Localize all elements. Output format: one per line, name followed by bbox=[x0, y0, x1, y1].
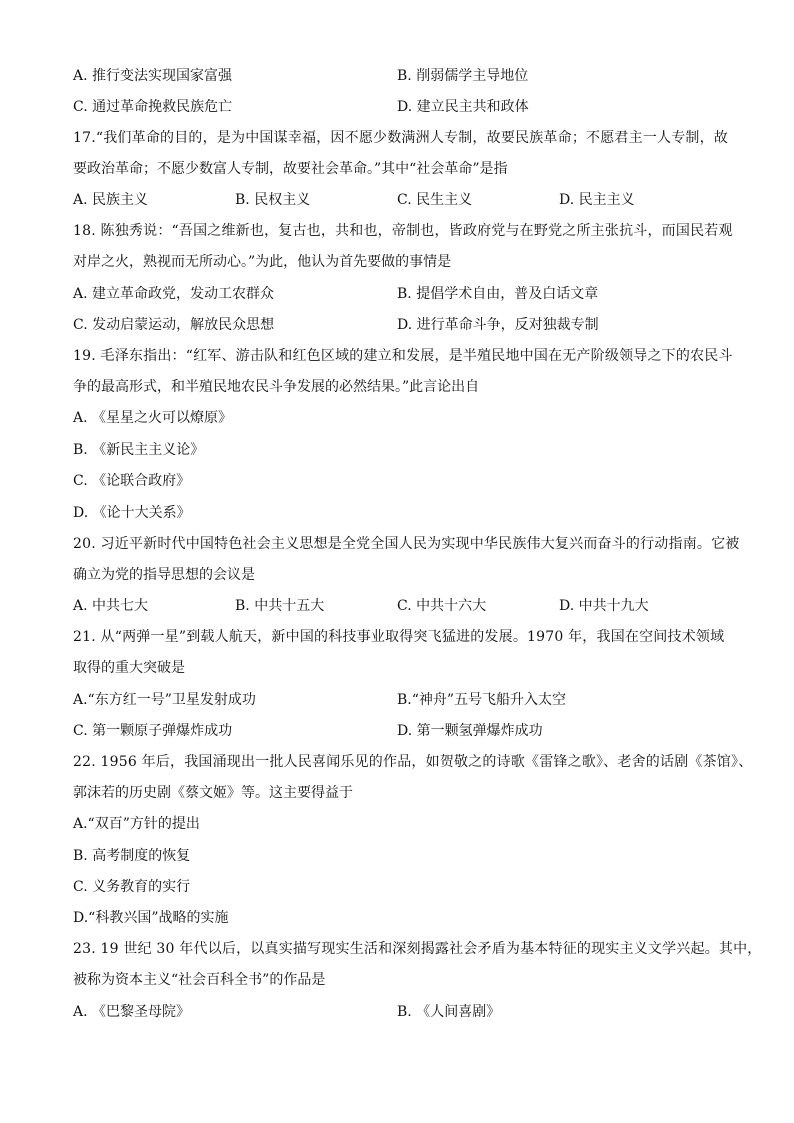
q21-option-d: D. 第一颗氢弹爆炸成功 bbox=[397, 723, 543, 739]
q20-stem-line2: 确立为党的指导思想的会议是 bbox=[73, 567, 255, 583]
q19-option-c: C. 《论联合政府》 bbox=[73, 473, 191, 489]
q18-stem-line2: 对岸之火，熟视而无所动心。”为此，他认为首先要做的事情是 bbox=[73, 254, 452, 270]
q18-option-d: D. 进行革命斗争，反对独裁专制 bbox=[397, 317, 599, 333]
q20-option-d: D. 中共十九大 bbox=[559, 598, 649, 614]
q21-option-a: A.“东方红一号”卫星发射成功 bbox=[73, 692, 256, 708]
q23-option-a: A. 《巴黎圣母院》 bbox=[73, 1004, 191, 1020]
q16-option-c: C. 通过革命挽救民族危亡 bbox=[73, 99, 233, 115]
q21-option-b: B.“神舟”五号飞船升入太空 bbox=[397, 692, 567, 708]
q22-option-c: C. 义务教育的实行 bbox=[73, 879, 191, 895]
q22-stem-line2: 郭沫若的历史剧《蔡文姬》等。这主要得益于 bbox=[73, 785, 353, 801]
q19-stem-line1: 19. 毛泽东指出：“红军、游击队和红色区域的建立和发展，是半殖民地中国在无产阶级领导之下的农民斗 bbox=[73, 348, 733, 364]
q16-option-b: B. 削弱儒学主导地位 bbox=[397, 68, 529, 84]
q16-option-d: D. 建立民主共和政体 bbox=[397, 99, 529, 115]
q20-option-b: B. 中共十五大 bbox=[235, 598, 325, 614]
q21-stem-line2: 取得的重大突破是 bbox=[73, 660, 185, 676]
q18-option-a: A. 建立革命政党，发动工农群众 bbox=[73, 286, 275, 302]
q17-option-c: C. 民生主义 bbox=[397, 192, 473, 208]
q19-option-d: D. 《论十大关系》 bbox=[73, 505, 191, 521]
q21-stem-line1: 21. 从“两弹一星”到载人航天，新中国的科技事业取得突飞猛进的发展。1970 年，我国在空间技术领域 bbox=[73, 629, 725, 645]
q22-option-a: A.“双百”方针的提出 bbox=[73, 816, 200, 832]
q18-option-b: B. 提倡学术自由，普及白话文章 bbox=[397, 286, 599, 302]
q23-stem-line2: 被称为资本主义“社会百科全书”的作品是 bbox=[73, 972, 326, 988]
q19-stem-line2: 争的最高形式，和半殖民地农民斗争发展的必然结果。”此言论出自 bbox=[73, 379, 480, 395]
q17-option-a: A. 民族主义 bbox=[73, 192, 149, 208]
q23-option-b: B. 《人间喜剧》 bbox=[397, 1004, 501, 1020]
q21-option-c: C. 第一颗原子弹爆炸成功 bbox=[73, 723, 233, 739]
q23-stem-line1: 23. 19 世纪 30 年代以后，以真实描写现实生活和深刻揭露社会矛盾为基本特征的现实主义文学兴起。其中， bbox=[73, 941, 762, 957]
q20-stem-line1: 20. 习近平新时代中国特色社会主义思想是全党全国人民为实现中华民族伟大复兴而奋斗的行动指南。它被 bbox=[73, 536, 740, 552]
q20-option-a: A. 中共七大 bbox=[73, 598, 149, 614]
q22-option-d: D.“科教兴国”战略的实施 bbox=[73, 910, 229, 926]
q18-option-c: C. 发动启蒙运动，解放民众思想 bbox=[73, 317, 275, 333]
q17-option-d: D. 民主主义 bbox=[559, 192, 635, 208]
q17-option-b: B. 民权主义 bbox=[235, 192, 311, 208]
q16-option-a: A. 推行变法实现国家富强 bbox=[73, 68, 233, 84]
q22-stem-line1: 22. 1956 年后，我国涌现出一批人民喜闻乐见的作品，如贺敬之的诗歌《雷锋之歌》、老舍的话剧《茶馆》、 bbox=[73, 754, 753, 770]
q19-option-b: B. 《新民主主义论》 bbox=[73, 442, 205, 458]
q20-option-c: C. 中共十六大 bbox=[397, 598, 487, 614]
q18-stem-line1: 18. 陈独秀说：“吾国之维新也，复古也，共和也，帝制也，皆政府党与在野党之所主张抗斗，而国民若观 bbox=[73, 223, 733, 239]
q17-stem-line2: 要政治革命；不愿少数富人专制，故要社会革命。”其中“社会革命”是指 bbox=[73, 161, 508, 177]
q17-stem-line1: 17.“我们革命的目的，是为中国谋幸福，因不愿少数满洲人专制，故要民族革命；不愿君主一人专制，故 bbox=[73, 130, 729, 146]
q19-option-a: A. 《星星之火可以燎原》 bbox=[73, 410, 233, 426]
q22-option-b: B. 高考制度的恢复 bbox=[73, 848, 191, 864]
